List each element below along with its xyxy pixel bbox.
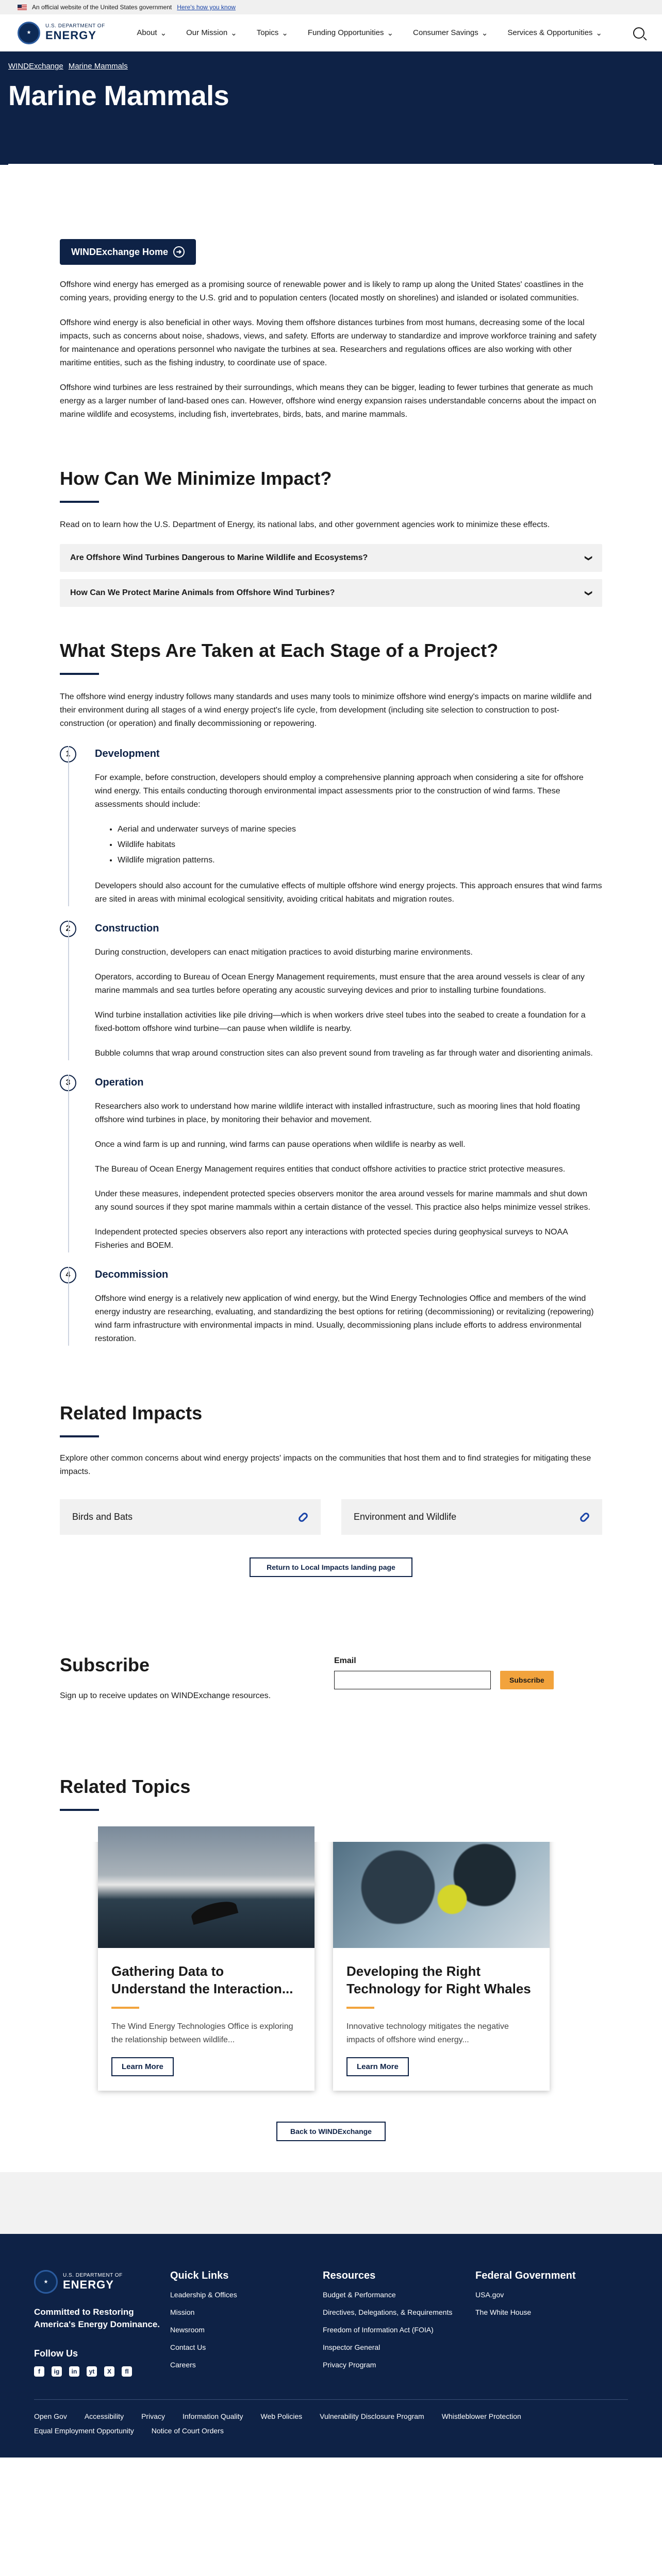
breadcrumb bbox=[8, 62, 654, 71]
related-card-label: Environment and Wildlife bbox=[354, 1512, 457, 1522]
return-local-impacts-button[interactable]: Return to Local Impacts landing page bbox=[250, 1557, 412, 1577]
topic-card-title[interactable]: Developing the Right Technology for Right Whales bbox=[346, 1963, 531, 1996]
gov-banner-text: An official website of the United States government bbox=[32, 4, 172, 11]
arrow-right-icon: ➜ bbox=[173, 246, 185, 258]
accordion-label: Are Offshore Wind Turbines Dangerous to Marine Wildlife and Ecosystems? bbox=[70, 553, 368, 562]
doe-logo[interactable] bbox=[18, 22, 105, 44]
subscribe-title: Subscribe bbox=[60, 1654, 150, 1675]
related-title: Related Impacts bbox=[60, 1402, 203, 1423]
related-card-birds-bats[interactable] bbox=[60, 1499, 321, 1535]
footer-bottom-links bbox=[34, 2399, 628, 2435]
footer-column-heading: Resources bbox=[323, 2270, 376, 2281]
subscribe-text: Sign up to receive updates on WINDExchange resources. bbox=[60, 1691, 271, 1700]
learn-more-button[interactable]: Learn More bbox=[111, 2057, 174, 2076]
step-body bbox=[68, 921, 602, 1060]
step-number: 3 bbox=[60, 1075, 76, 1091]
footer-column bbox=[323, 2270, 475, 2377]
nav-item-label: Consumer Savings bbox=[413, 28, 478, 37]
chevron-down-icon: ⌄ bbox=[595, 28, 602, 38]
step-paragraph: During construction, developers can enact mitigation practices to avoid disturbing marine environments. bbox=[95, 948, 473, 957]
nav-item-1[interactable] bbox=[186, 28, 237, 38]
footer-link[interactable]: Freedom of Information Act (FOIA) bbox=[323, 2326, 434, 2334]
steps-title: What Steps Are Taken at Each Stage of a Project? bbox=[60, 640, 499, 661]
nav-item-label: Funding Opportunities bbox=[307, 28, 384, 37]
footer-logo-large: ENERGY bbox=[63, 2278, 114, 2291]
footer-bottom-link[interactable]: Vulnerability Disclosure Program bbox=[320, 2412, 424, 2420]
step-body bbox=[68, 746, 602, 906]
step-title: Decommission bbox=[95, 1269, 169, 1280]
main-nav bbox=[137, 28, 602, 38]
nav-item-label: Topics bbox=[256, 28, 279, 37]
accordion-protect[interactable] bbox=[60, 579, 602, 607]
footer-column-heading: Quick Links bbox=[170, 2270, 229, 2281]
footer-link[interactable]: Leadership & Offices bbox=[170, 2291, 237, 2299]
footer-column bbox=[475, 2270, 628, 2377]
step-number: 2 bbox=[60, 921, 76, 937]
footer-column-heading: Federal Government bbox=[475, 2270, 576, 2281]
main-content bbox=[8, 164, 654, 1842]
accordion-label: How Can We Protect Marine Animals from Offshore Wind Turbines? bbox=[70, 588, 335, 597]
footer-bottom-link[interactable]: Web Policies bbox=[260, 2412, 303, 2420]
linkedin-icon[interactable]: in bbox=[69, 2366, 79, 2377]
windexchange-home-button[interactable] bbox=[60, 239, 196, 265]
breadcrumb-windexchange[interactable]: WINDExchange bbox=[8, 62, 63, 71]
facebook-icon[interactable]: f bbox=[34, 2366, 44, 2377]
step-paragraph: Once a wind farm is up and running, wind farms can pause operations when wildlife is nearby as well. bbox=[95, 1140, 466, 1149]
title-rule bbox=[60, 1809, 99, 1811]
related-cards bbox=[60, 1499, 602, 1535]
intro-section bbox=[60, 278, 602, 421]
steps-list bbox=[60, 746, 602, 1346]
related-intro: Explore other common concerns about wind energy projects' impacts on the communities that host them and to find strategies for mitigating these impacts. bbox=[60, 1454, 591, 1476]
chevron-down-icon: ⌄ bbox=[230, 28, 237, 38]
windexchange-home-label: WINDExchange Home bbox=[71, 246, 169, 257]
step-construction bbox=[60, 921, 602, 1060]
logo-large-text: ENERGY bbox=[45, 29, 96, 42]
step-paragraph: Operators, according to Bureau of Ocean Energy Management requirements, must ensure that the area around vessels is clear of any marine mammals and sea turtles before operating any acoustic surveying devices and prior to installing turbine foundations. bbox=[95, 973, 585, 995]
topic-card-desc: The Wind Energy Technologies Office is exploring the relationship between wildlife... bbox=[111, 2022, 293, 2044]
footer-link[interactable]: Contact Us bbox=[170, 2343, 206, 2351]
footer-bottom-link[interactable]: Information Quality bbox=[182, 2412, 243, 2420]
title-rule bbox=[60, 1435, 99, 1437]
step-paragraph: Researchers also work to understand how marine wildlife interact with installed infrastructure, such as mooring lines that hold floating offshore wind turbines in place, by monitoring their behavior and movement. bbox=[95, 1102, 580, 1124]
step-development bbox=[60, 746, 602, 906]
intro-paragraph: Offshore wind energy has emerged as a promising source of renewable power and is likely to ramp up along the United States' coastlines in the coming years, providing energy to the U.S. grid and to population centers (located mostly on shorelines) and islanded or isolated communities. bbox=[60, 280, 584, 302]
nav-item-4[interactable] bbox=[413, 28, 488, 38]
whale-ocean-image bbox=[98, 1826, 315, 1948]
footer-logo[interactable] bbox=[34, 2270, 170, 2294]
how-you-know-link[interactable]: Here's how you know bbox=[177, 4, 236, 11]
footer-bottom-link[interactable]: Accessibility bbox=[84, 2412, 124, 2420]
learn-more-button[interactable]: Learn More bbox=[346, 2057, 409, 2076]
footer-bottom-link[interactable]: Privacy bbox=[141, 2412, 165, 2420]
minimize-title: How Can We Minimize Impact? bbox=[60, 468, 332, 489]
chevron-down-icon: ⌄ bbox=[387, 28, 394, 38]
topic-card[interactable] bbox=[98, 1826, 315, 2091]
footer-link[interactable]: Inspector General bbox=[323, 2343, 380, 2351]
footer-bottom-link[interactable]: Whistleblower Protection bbox=[441, 2412, 521, 2420]
social-links bbox=[34, 2366, 170, 2377]
related-card-environment[interactable] bbox=[341, 1499, 602, 1535]
step-bullet: • Aerial and underwater surveys of marine species bbox=[118, 822, 602, 837]
footer-tagline: Committed to Restoring America's Energy Dominance. bbox=[34, 2307, 160, 2329]
intro-paragraph: Offshore wind energy is also beneficial in other ways. Moving them offshore distances turbines from most humans, decreasing some of the local impacts, such as concerns about noise, shadows, views, and safety. Efforts are underway to standardize and improve workforce training and safety for maintenance and operations personnel who navigate the turbines at sea. Researchers and regulations offices are also working with other maritime entities, such as the fishing industry, to coordinate use of space. bbox=[60, 318, 597, 367]
minimize-intro: Read on to learn how the U.S. Department of Energy, its national labs, and other government agencies work to minimize these effects. bbox=[60, 520, 550, 529]
footer-link[interactable]: The White House bbox=[475, 2308, 532, 2316]
accordion-dangerous[interactable] bbox=[60, 544, 602, 572]
related-topics-grid bbox=[52, 1826, 662, 2091]
footer-link[interactable]: Newsroom bbox=[170, 2326, 205, 2334]
chevron-down-icon: ❯ bbox=[585, 590, 593, 596]
step-paragraph: Offshore wind energy is a relatively new application of wind energy, but the Wind Energy Technologies Office and members of the wind energy industry are researching, evaluating, and standardizing the best options for retiring (decommissioning) or revitalizing (repowering) wind farm infrastructure with environmental impacts in mind. Usually, decommissioning plans include efforts to address environmental restoration. bbox=[95, 1294, 594, 1343]
step-title: Development bbox=[95, 748, 160, 759]
nav-item-0[interactable] bbox=[137, 28, 167, 38]
step-paragraph: For example, before construction, developers should employ a comprehensive planning approach when considering a site for offshore wind energy. This entails conducting thorough environmental impact assessments prior to the construction of wind farms. These assessments should include: bbox=[95, 773, 584, 809]
nav-item-3[interactable] bbox=[308, 28, 393, 38]
related-topics-title: Related Topics bbox=[60, 1776, 191, 1797]
step-title: Construction bbox=[95, 923, 159, 934]
step-paragraph: Bubble columns that wrap around construction sites can also prevent sound from traveling as far through water and disorienting animals. bbox=[95, 1049, 593, 1058]
step-paragraph: Wind turbine installation activities like pile driving—which is when workers drive steel tubes into the seabed to create a foundation for a fixed-bottom offshore wind turbine—can pause when wildlife is nearby. bbox=[95, 1011, 586, 1033]
footer-bottom-link[interactable]: Notice of Court Orders bbox=[151, 2427, 224, 2435]
footer-link[interactable]: Careers bbox=[170, 2361, 196, 2369]
link-icon bbox=[579, 1511, 591, 1523]
page-spacer bbox=[0, 2172, 662, 2234]
footer-link[interactable]: Mission bbox=[170, 2308, 195, 2316]
related-card-label: Birds and Bats bbox=[72, 1512, 133, 1522]
chevron-down-icon: ⌄ bbox=[282, 28, 288, 38]
doe-seal-icon: ★ bbox=[34, 2270, 58, 2294]
doe-seal-icon: ★ bbox=[18, 22, 40, 44]
youtube-icon[interactable]: yt bbox=[87, 2366, 97, 2377]
instagram-icon[interactable]: ig bbox=[52, 2366, 62, 2377]
follow-us-heading: Follow Us bbox=[34, 2348, 78, 2359]
steps-intro: The offshore wind energy industry follows many standards and uses many tools to minimize offshore wind energy's impacts on marine wildlife and their environment during all stages of a wind energy project's life cycle, from development (including site selection to construction to post-construction (or operation) and finally decommissioning or repowering. bbox=[60, 692, 592, 728]
site-footer bbox=[0, 2234, 662, 2458]
topic-card-accent bbox=[111, 2007, 139, 2009]
page-title: Marine Mammals bbox=[8, 80, 229, 111]
footer-link[interactable]: Budget & Performance bbox=[323, 2291, 396, 2299]
flickr-icon[interactable]: fl bbox=[122, 2366, 132, 2377]
chevron-down-icon: ❯ bbox=[585, 555, 593, 561]
footer-bottom-link[interactable]: Equal Employment Opportunity bbox=[34, 2427, 134, 2435]
step-number: 1 bbox=[60, 746, 76, 762]
step-decommission bbox=[60, 1267, 602, 1346]
footer-bottom-link[interactable]: Open Gov bbox=[34, 2412, 67, 2420]
topic-card[interactable] bbox=[333, 1826, 550, 2091]
step-bullet: • Wildlife migration patterns. bbox=[118, 853, 602, 868]
us-flag-icon bbox=[18, 5, 27, 10]
email-label: Email bbox=[334, 1656, 356, 1665]
step-bullets bbox=[118, 822, 602, 868]
chevron-down-icon: ⌄ bbox=[160, 28, 167, 38]
step-body bbox=[68, 1267, 602, 1346]
title-rule bbox=[60, 673, 99, 675]
nav-item-label: Our Mission bbox=[186, 28, 228, 37]
footer-link[interactable]: Privacy Program bbox=[323, 2361, 376, 2369]
footer-link[interactable]: USA.gov bbox=[475, 2291, 504, 2299]
top-navigation bbox=[0, 14, 662, 52]
step-paragraph: Independent protected species observers also report any interactions with protected species during geophysical surveys to NOAA Fisheries and BOEM. bbox=[95, 1228, 568, 1250]
intro-paragraph: Offshore wind turbines are less restrained by their surroundings, which means they can be bigger, leading to fewer turbines that generate as much energy as a larger number of land-based ones can. However, offshore wind energy expansion raises understandable concerns about the impact on marine wildlife and ecosystems, including fish, invertebrates, birds, bats, and marine mammals. bbox=[60, 383, 597, 419]
equipment-image bbox=[333, 1826, 550, 1948]
topic-card-desc: Innovative technology mitigates the negative impacts of offshore wind energy... bbox=[346, 2022, 509, 2044]
step-number: 4 bbox=[60, 1267, 76, 1283]
step-paragraph: Under these measures, independent protected species observers monitor the area around vessels for marine mammals and shut down any sound sources if they spot marine mammals within a certain distance of the vessel. This practice also helps minimize vessel strikes. bbox=[95, 1190, 590, 1212]
nav-item-label: Services & Opportunities bbox=[507, 28, 593, 37]
step-body bbox=[68, 1075, 602, 1252]
email-input[interactable] bbox=[334, 1671, 491, 1689]
step-bullet: • Wildlife habitats bbox=[118, 837, 602, 853]
page-hero bbox=[0, 52, 662, 165]
subscribe-button[interactable]: Subscribe bbox=[500, 1671, 554, 1689]
footer-logo-small: U.S. DEPARTMENT OF bbox=[63, 2272, 123, 2278]
nav-item-2[interactable] bbox=[257, 28, 288, 38]
search-icon[interactable] bbox=[633, 27, 644, 39]
x-icon[interactable]: X bbox=[104, 2366, 114, 2377]
back-to-windexchange-button[interactable]: Back to WINDExchange bbox=[276, 2122, 386, 2141]
nav-item-label: About bbox=[137, 28, 157, 37]
whale-shape bbox=[190, 1898, 239, 1925]
step-paragraph: Developers should also account for the cumulative effects of multiple offshore wind energy projects. This approach ensures that wind farms are sited in areas with minimal ecological sensitivity, avoiding critical habitats and migration routes. bbox=[95, 882, 602, 904]
topic-card-accent bbox=[346, 2007, 374, 2009]
breadcrumb-current[interactable]: Marine Mammals bbox=[68, 62, 128, 71]
subscribe-section bbox=[60, 1654, 602, 1701]
step-title: Operation bbox=[95, 1077, 144, 1088]
step-operation bbox=[60, 1075, 602, 1252]
step-paragraph: The Bureau of Ocean Energy Management requires entities that conduct offshore activities to practice strict protective measures. bbox=[95, 1165, 566, 1174]
gov-banner bbox=[0, 0, 662, 14]
chevron-down-icon: ⌄ bbox=[481, 28, 488, 38]
nav-item-5[interactable] bbox=[507, 28, 602, 38]
footer-link[interactable]: Directives, Delegations, & Requirements bbox=[323, 2308, 453, 2316]
footer-column bbox=[170, 2270, 323, 2377]
link-icon bbox=[297, 1511, 309, 1523]
title-rule bbox=[60, 501, 99, 503]
topic-card-title[interactable]: Gathering Data to Understand the Interaction... bbox=[111, 1963, 293, 1996]
logo-small-text: U.S. DEPARTMENT OF bbox=[45, 23, 105, 29]
